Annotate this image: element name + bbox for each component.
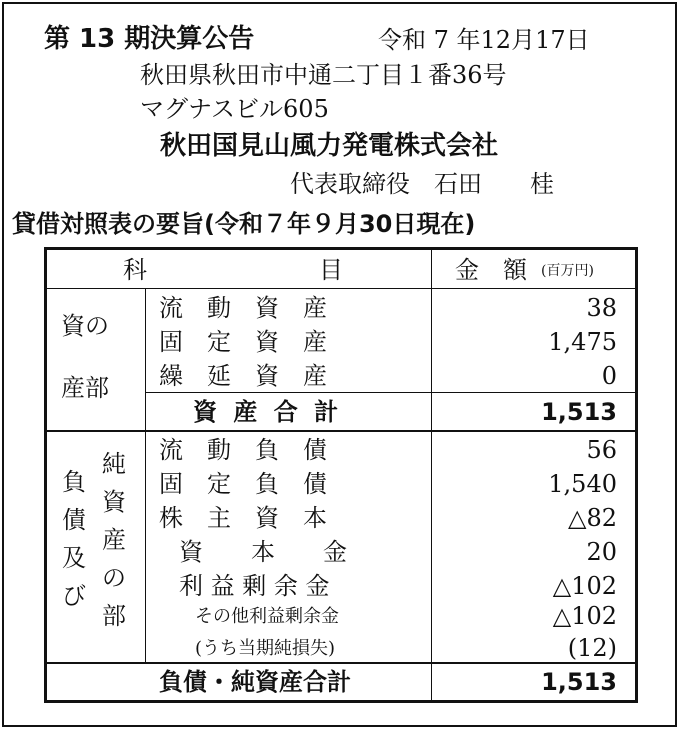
- notice-title: 第 13 期決算公告: [44, 24, 255, 54]
- liab-row-label: 資 本 金: [179, 538, 347, 566]
- liab-section-label-right: 純 資 産 の 部: [102, 450, 126, 630]
- asset-row-label: 固 定 資 産: [159, 328, 327, 356]
- header-amount: 金 額: [455, 256, 527, 284]
- header-unit: (百万円): [541, 263, 594, 279]
- asset-row-value: 1,475: [548, 328, 617, 356]
- liab-row-value: 56: [586, 436, 617, 464]
- balance-sheet-subtitle: 貸借対照表の要旨(令和７年９月30日現在): [12, 210, 476, 238]
- liab-row-label: (うち当期純損失): [195, 638, 336, 659]
- asset-row-value: 0: [601, 362, 617, 390]
- liab-row-value: △82: [568, 504, 617, 532]
- liab-row-label: 株 主 資 本: [159, 504, 327, 532]
- header-subject-left: 科: [123, 256, 147, 284]
- building-name: マグナスビル605: [140, 95, 329, 123]
- company-address: 秋田県秋田市中通二丁目１番36号: [140, 61, 507, 89]
- asset-row-label: 繰 延 資 産: [159, 362, 327, 390]
- liab-row-label: 流 動 負 債: [159, 436, 327, 464]
- assets-section-label-1: 資の: [61, 312, 109, 340]
- liab-row-value: △102: [552, 602, 617, 630]
- assets-total-label: 資 産 合 計: [193, 398, 343, 426]
- assets-total-value: 1,513: [541, 398, 617, 426]
- liab-total-label: 負債・純資産合計: [159, 668, 351, 696]
- asset-row-value: 38: [586, 294, 617, 322]
- liab-total-value: 1,513: [541, 668, 617, 696]
- company-name: 秋田国見山風力発電株式会社: [160, 131, 499, 161]
- asset-row-label: 流 動 資 産: [159, 294, 327, 322]
- liab-row-label: その他利益剰余金: [195, 606, 339, 627]
- assets-section-label-2: 産部: [61, 374, 109, 402]
- liab-row-value: (12): [567, 634, 617, 662]
- liab-row-label: 利 益 剰 余 金: [179, 572, 330, 600]
- liab-section-label-left: 負 債 及 び: [62, 468, 86, 610]
- header-subject-right: 目: [319, 256, 343, 284]
- liab-row-value: 20: [586, 538, 617, 566]
- notice-date: 令和 7 年12月17日: [378, 26, 590, 54]
- representative: 代表取締役 石田 桂: [290, 170, 554, 198]
- liab-row-label: 固 定 負 債: [159, 470, 327, 498]
- liab-row-value: 1,540: [548, 470, 617, 498]
- liab-row-value: △102: [552, 572, 617, 600]
- balance-sheet-table: [44, 247, 638, 703]
